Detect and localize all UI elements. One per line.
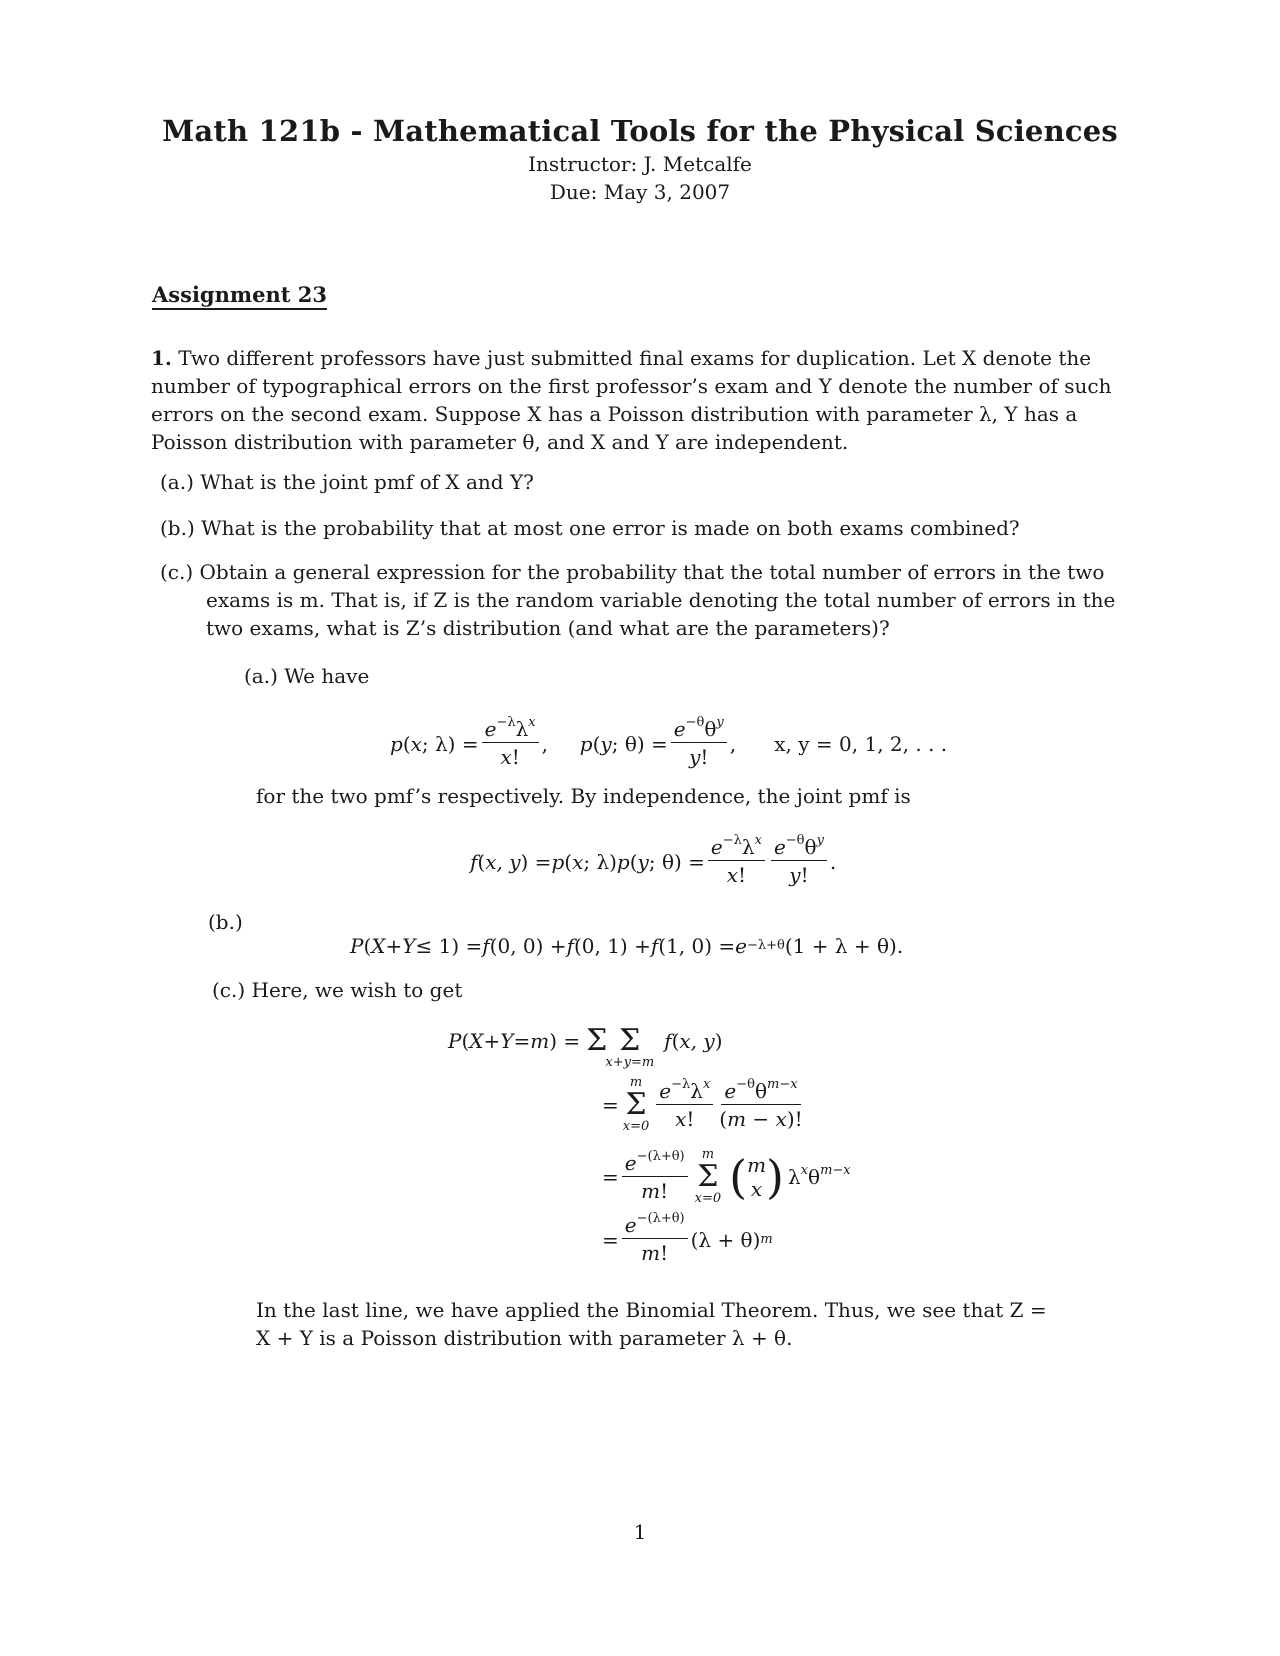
statement-line: errors on the second exam. Suppose X has a Poisson distribution with parameter λ, Y has a xyxy=(151,402,1078,426)
solution-a-intro: (a.) We have xyxy=(244,664,370,688)
instructor-line: Instructor: J. Metcalfe xyxy=(528,152,752,176)
page-number: 1 xyxy=(633,1520,647,1544)
due-date: Due: May 3, 2007 xyxy=(549,180,731,204)
statement-line: Poisson distribution with parameter θ, and X and Y are independent. xyxy=(151,430,849,454)
problem-statement xyxy=(151,344,1131,456)
statement-line: 1. Two different professors have just submitted final exams for duplication. Let X denote the xyxy=(151,346,1092,370)
equation-sum-line-2: = m Σ x=0 $\frac{e^{-\lambda}\lambda^x}{x!}$ $\frac{e^{-\theta}\theta^{m-x}}{(m - x)!}$ xyxy=(602,1075,803,1134)
equation-sum-line-3: = $\frac{e^{-(\lambda+\theta)}}{m!}$ m Σ x=0 ( m x ) $\lambda^x\theta^{m-x}$ xyxy=(602,1147,851,1206)
range-text: x, y = 0, 1, 2, . . . xyxy=(774,731,948,756)
question-c-line: two exams, what is Z’s distribution (and what are the parameters)? xyxy=(206,616,890,640)
assignment-heading: Assignment 23 xyxy=(152,282,327,307)
conclusion-line: In the last line, we have applied the Binomial Theorem. Thus, we see that Z = xyxy=(256,1298,1047,1322)
equation-prob-at-most-one: P ( X + Y ≤ 1) = f (0, 0) + f (0, 1) + f (1, 0) = e −λ+θ (1 + λ + θ). xyxy=(350,934,904,958)
question-c-line: exams is m. That is, if Z is the random variable denoting the total number of errors in the xyxy=(206,588,1116,612)
equation-sum-line-4: = $\frac{e^{-(\lambda+\theta)}}{m!}$ (λ + θ) m xyxy=(602,1211,773,1265)
statement-line: number of typographical errors on the first professor’s exam and Y denote the number of such xyxy=(151,374,1112,398)
equation-marginal-pmfs: p ( x ; λ) = $\frac{e^{-\lambda}\lambda^x}{x!}$ , p ( y ; θ) = $\frac{e^{-\theta}\theta^y}{y!}$ , x, y = 0, 1, 2, . . . xyxy=(390,715,948,769)
conclusion-line: X + Y is a Poisson distribution with parameter λ + θ. xyxy=(256,1326,793,1350)
solution-a-middle: for the two pmf’s respectively. By independence, the joint pmf is xyxy=(256,784,911,808)
question-c: (c.) Obtain a general expression for the probability that the total number of errors in the two xyxy=(160,560,1105,584)
question-a: (a.) What is the joint pmf of X and Y? xyxy=(160,470,534,494)
solution-c-intro: (c.) Here, we wish to get xyxy=(212,978,463,1002)
solution-b-label: (b.) xyxy=(208,910,243,934)
problem-number: 1. xyxy=(151,346,172,370)
question-b: (b.) What is the probability that at most one error is made on both exams combined? xyxy=(160,516,1020,540)
page-title: Math 121b - Mathematical Tools for the Physical Sciences xyxy=(162,114,1118,148)
equation-sum-line-1: P ( X + Y = m ) = Σ Σ x+y=m f(x, y) xyxy=(448,1023,723,1070)
equation-joint-pmf: f ( x, y ) = p ( x ; λ) p ( y ; θ) = $\frac{e^{-\lambda}\lambda^x}{x!}$ $\frac{e^{-\theta}\theta^y}{y!}$ . xyxy=(470,833,837,887)
